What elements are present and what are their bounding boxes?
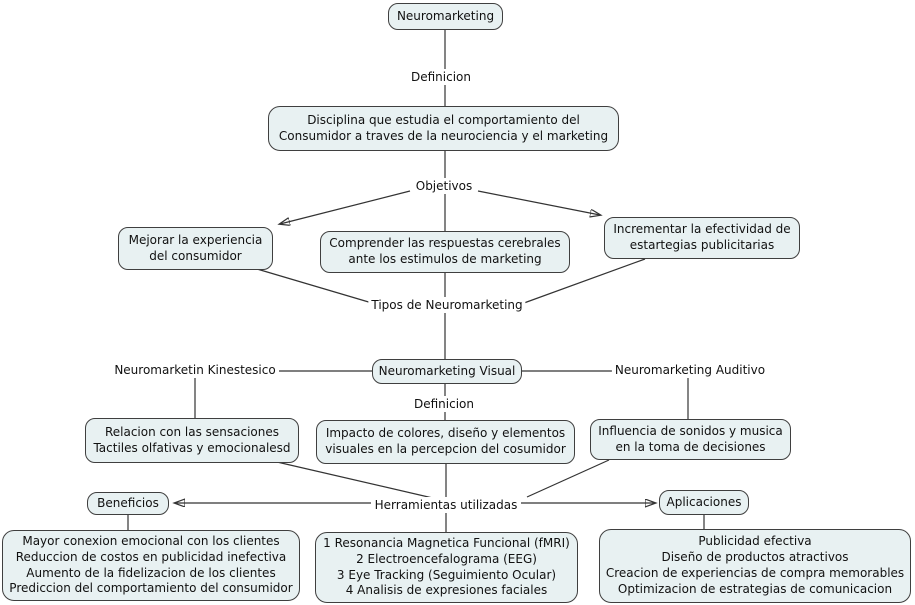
link-label-definicion-visual[interactable]: Definicion	[411, 396, 477, 412]
visual-definition-line-2: visuales en la percepcion del cosumidor	[325, 442, 566, 456]
benefits-line-1: Mayor conexion emocional con los clientes	[22, 533, 280, 548]
link-sens-herramientas	[277, 462, 437, 499]
link-label-herramientas-utilizadas[interactable]: Herramientas utilizadas	[372, 497, 521, 513]
applications-line-1: Publicidad efectiva	[698, 534, 812, 549]
auditivo-definition-line-1: Influencia de sonidos y musica	[598, 423, 783, 438]
objective-left-line-1: Mejorar la experiencia	[128, 232, 263, 247]
objective-center-line-1: Comprender las respuestas cerebrales	[329, 236, 561, 251]
kinestesico-definition-line-2: Tactiles olfativas y emocionalesd	[93, 440, 291, 455]
link-objetivos-right-arrow	[478, 191, 600, 215]
link-label-neuromarketin-kinestesico[interactable]: Neuromarketin Kinestesico	[111, 362, 278, 378]
kinestesico-definition-line-1: Relacion con las sensaciones	[104, 424, 280, 439]
node-aplicaciones[interactable]	[659, 490, 749, 515]
node-neuromarketing-visual[interactable]	[372, 359, 522, 384]
node-mejorar-experiencia[interactable]	[118, 227, 273, 270]
node-beneficios-lista[interactable]	[2, 530, 300, 601]
objective-right-line-1: Incrementar la efectividad de	[613, 222, 791, 237]
node-aplicaciones-label: Aplicaciones	[666, 494, 742, 509]
node-incrementar-efectividad[interactable]	[604, 217, 800, 259]
link-label-tipos-de-neuromarketing[interactable]: Tipos de Neuromarketing	[368, 297, 525, 313]
applications-line-2: Diseño de productos atractivos	[661, 550, 849, 565]
node-neuromarketing-label: Neuromarketing	[396, 8, 495, 23]
tools-line-4: 4 Analisis de expresiones faciales	[345, 583, 548, 598]
link-influencia-herramientas	[527, 460, 609, 497]
link-objleft-tipos	[257, 269, 372, 303]
node-herramientas-lista[interactable]	[315, 532, 578, 603]
node-neuromarketing-visual-label: Neuromarketing Visual	[378, 363, 516, 378]
link-objetivos-left-arrow	[280, 191, 410, 224]
tools-line-2: 2 Electroencefalograma (EEG)	[356, 551, 537, 566]
auditivo-definition-line-2: en la toma de decisiones	[615, 439, 766, 454]
node-impacto-colores[interactable]	[316, 420, 575, 464]
benefits-line-3: Aumento de la fidelizacion de los clientes	[26, 565, 276, 580]
node-influencia-sonidos[interactable]	[590, 419, 791, 460]
definition-line-2: Consumidor a traves de la neurociencia y el marketing	[278, 128, 609, 143]
link-label-definicion-root[interactable]: Definicion	[408, 69, 474, 85]
objective-center-line-2: ante los estimulos de marketing	[348, 252, 542, 266]
node-aplicaciones-lista[interactable]	[599, 529, 911, 603]
tools-line-3: 3 Eye Tracking (Seguimiento Ocular)	[336, 567, 557, 582]
applications-line-3: Creacion de experiencias de compra memorables	[605, 566, 905, 580]
visual-definition-line-1: Impacto de colores, diseño y elementos	[325, 426, 566, 441]
node-beneficios-label: Beneficios	[97, 495, 159, 510]
objective-left-line-2: del consumidor	[149, 248, 242, 263]
node-relacion-sensaciones[interactable]	[85, 418, 299, 463]
applications-line-4: Optimizacion de estrategias de comunicacion	[617, 581, 893, 596]
link-label-objetivos[interactable]: Objetivos	[413, 178, 476, 194]
objective-right-line-2: estartegias publicitarias	[629, 238, 775, 252]
tools-line-1: 1 Resonancia Magnetica Funcional (fMRI)	[323, 535, 570, 550]
node-neuromarketing[interactable]	[388, 3, 503, 30]
node-definicion-disciplina[interactable]	[268, 106, 619, 151]
node-comprender-respuestas[interactable]	[320, 231, 570, 273]
benefits-line-4: Prediccion del comportamiento del consumidor	[9, 581, 293, 596]
benefits-line-2: Reduccion de costos en publicidad inefectiva	[15, 549, 287, 564]
link-label-neuromarketing-auditivo[interactable]: Neuromarketing Auditivo	[612, 362, 768, 378]
node-beneficios[interactable]	[87, 492, 169, 515]
definition-line-1: Disciplina que estudia el comportamiento del	[307, 112, 580, 127]
